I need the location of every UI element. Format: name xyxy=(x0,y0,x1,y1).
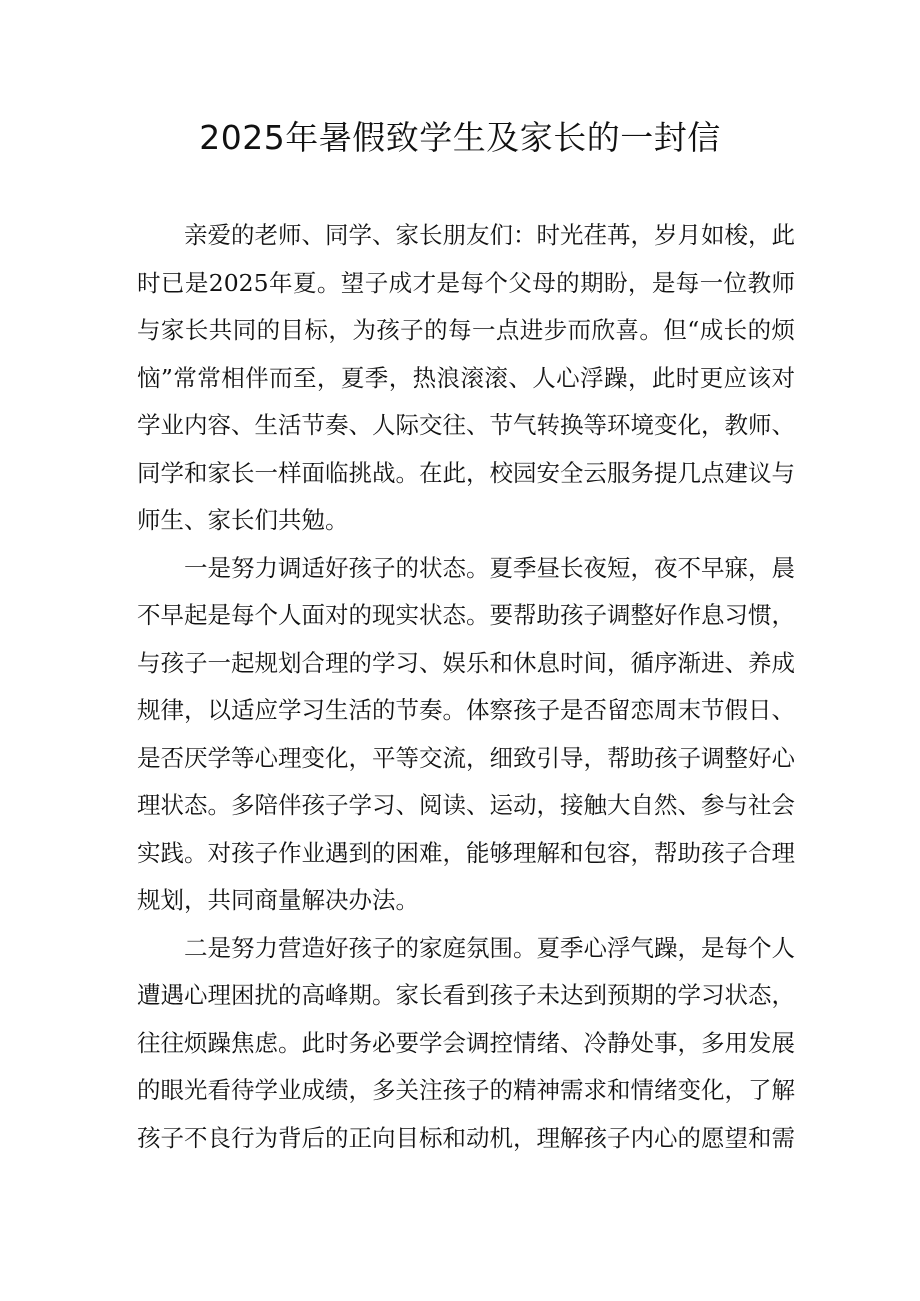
document-title: 2025年暑假致学生及家长的一封信 xyxy=(199,118,721,157)
paragraph-greeting: 亲爱的老师、同学、家长朋友们：时光荏苒，岁月如梭，此时已是2025年夏。望子成才是每个父母的期盼，是每一位教师与家长共同的目标，为孩子的每一点进步而欣喜。但“成长的烦恼”常常相伴而至，夏季，热浪滚滚、人心浮躁，此时更应该对学业内容、生活节奏、人际交往、节气转换等环境变化，教师、同学和家长一样面临挑战。在此，校园安全云服务提几点建议与师生、家长们共勉。 xyxy=(137,221,795,534)
paragraph-point-two: 二是努力营造好孩子的家庭氛围。夏季心浮气躁，是每个人遭遇心理困扰的高峰期。家长看到孩子未达到预期的学习状态，往往烦躁焦虑。此时务必要学会调控情绪、冷静处事，多用发展的眼光看待学业成绩，多关注孩子的精神需求和情绪变化，了解孩子不良行为背后的正向目标和动机，理解孩子内心的愿望和需 xyxy=(137,933,795,1152)
document-body xyxy=(137,212,795,1162)
paragraph-point-one: 一是努力调适好孩子的状态。夏季昼长夜短，夜不早寐，晨不早起是每个人面对的现实状态。要帮助孩子调整好作息习惯，与孩子一起规划合理的学习、娱乐和休息时间，循序渐进、养成规律，以适应学习生活的节奏。体察孩子是否留恋周末节假日、是否厌学等心理变化，平等交流，细致引导，帮助孩子调整好心理状态。多陪伴孩子学习、阅读、运动，接触大自然、参与社会实践。对孩子作业遇到的困难，能够理解和包容，帮助孩子合理规划，共同商量解决办法。 xyxy=(137,553,795,914)
